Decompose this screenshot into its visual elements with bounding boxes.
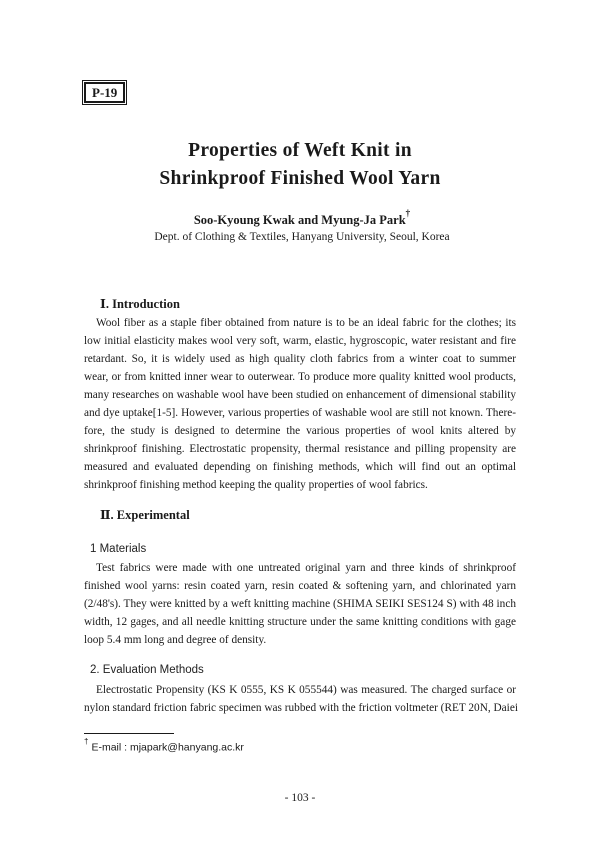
author-mark: † bbox=[405, 208, 411, 218]
text-line: (2/48's). They were knitted by a weft knitting machine (SHIMA SEIKI SES124 S) with 48 inch bbox=[84, 598, 516, 610]
materials-paragraph bbox=[84, 559, 516, 649]
paper-title bbox=[0, 137, 600, 193]
title-line-1: Properties of Weft Knit in bbox=[188, 140, 412, 161]
text-line: fore, the study is designed to determine the various properties of wool knits altered by bbox=[84, 425, 516, 437]
text-line: loop 5.4 mm long and degree of density. bbox=[84, 634, 267, 646]
authors: Soo-Kyoung Kwak and Myung-Ja Park bbox=[193, 213, 406, 228]
text-line: measured and evaluated depending on finishing methods, which will find out an optimal bbox=[84, 461, 516, 473]
text-line: low initial elasticity makes wool very soft, warm, elastic, hygroscopic, water resistant and fire bbox=[84, 335, 516, 347]
title-line-2: Shrinkproof Finished Wool Yarn bbox=[159, 168, 441, 189]
subsection-heading-materials: 1 Materials bbox=[90, 543, 147, 555]
paper-id-label: P-19 bbox=[84, 82, 125, 103]
text-line: many researches on washable wool have been studied on enhancement of dimensional stability bbox=[84, 389, 516, 401]
introduction-paragraph bbox=[84, 314, 516, 494]
footnote-email: E-mail : mjapark@hanyang.ac.kr bbox=[91, 741, 244, 754]
text-line: nylon standard friction fabric specimen was rubbed with the friction voltmeter (RET 20N, Daiei bbox=[84, 702, 518, 714]
text-line: width, 12 gages, and all needle knitting structure under the same knitting conditions with gage bbox=[84, 616, 516, 628]
text-line: Test fabrics were made with one untreated original yarn and three kinds of shrinkproof bbox=[96, 562, 516, 574]
text-line: shrinkproof finishing method keeping the quality properties of wool fabrics. bbox=[84, 479, 428, 491]
section-heading-experimental: Ⅱ. Experimental bbox=[100, 508, 190, 522]
text-line: and dye uptake[1-5]. However, various properties of washable wool are still not known. There- bbox=[84, 407, 516, 419]
subsection-heading-evaluation-methods: 2. Evaluation Methods bbox=[90, 664, 204, 676]
text-line: shrinkproof finishing. Electrostatic propensity, thermal resistance and pilling propensity are bbox=[84, 443, 516, 455]
affiliation: Dept. of Clothing & Textiles, Hanyang University, Seoul, Korea bbox=[154, 231, 450, 243]
footnote-mark: † bbox=[84, 737, 89, 746]
footnote bbox=[84, 739, 244, 754]
evaluation-paragraph bbox=[84, 681, 516, 717]
text-line: Wool fiber as a staple fiber obtained from nature is to be an ideal fabric for the clothes; its bbox=[96, 317, 516, 329]
section-heading-introduction: Ⅰ. Introduction bbox=[100, 297, 180, 311]
footnote-rule bbox=[84, 733, 174, 734]
text-line: wear, or from knitted inner wear to outerwear. To produce more quality knitted wool products, bbox=[84, 371, 516, 383]
text-line: Electrostatic Propensity (KS K 0555, KS K 055544) was measured. The charged surface or bbox=[96, 684, 516, 696]
page-number: - 103 - bbox=[284, 792, 316, 804]
text-line: finished wool yarns: resin coated yarn, resin coated & softening yarn, and chlorinated yarn bbox=[84, 580, 516, 592]
author-line bbox=[172, 208, 432, 228]
text-line: retardant. So, it is widely used as high quality cloth fabrics from a winter coat to summer bbox=[84, 353, 516, 365]
